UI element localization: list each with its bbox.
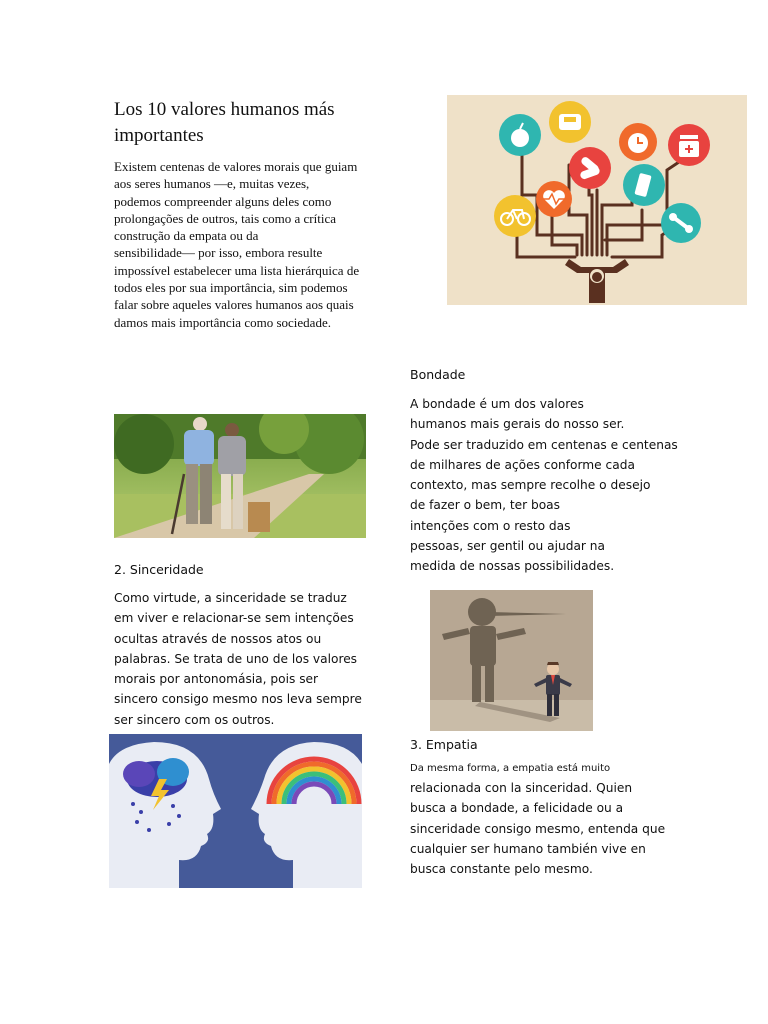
bondade-line: Pode ser traduzido em centenas e centenas — [410, 437, 678, 452]
empatia-line: cualquier ser humano también vive en — [410, 841, 646, 856]
bondade-line: contexto, mas sempre recolhe o desejo — [410, 478, 651, 493]
sinceridade-line: palabras. Se trata de uno de los valores — [114, 651, 358, 666]
intro-paragraph — [114, 158, 404, 331]
bondade-line: humanos mais gerais do nosso ser. — [410, 417, 625, 432]
intro-line: Existem centenas de valores morais que guiam — [114, 159, 358, 174]
bondade-paragraph — [410, 394, 710, 577]
bottle-icon — [623, 164, 665, 206]
bondade-line: de fazer o bem, ter boas — [410, 498, 561, 513]
title-line-1: Los 10 valores humanos más — [114, 99, 335, 120]
empatia-heading: 3. Empatia — [410, 737, 478, 752]
values-tree-illustration — [447, 95, 747, 305]
bondade-line: A bondade é um dos valores — [410, 397, 584, 411]
bondade-section — [410, 367, 710, 577]
pills-icon — [569, 147, 611, 189]
sinceridade-line: Como virtude, a sinceridade se traduz — [114, 591, 347, 605]
sinceridade-line: ser sincero com os outros. — [114, 712, 275, 727]
intro-line: podemos compreender alguns deles como — [114, 193, 332, 209]
pinocchio-shadow-illustration — [430, 590, 593, 731]
intro-section — [114, 97, 404, 331]
sinceridade-section — [114, 562, 394, 730]
empatia-section — [410, 737, 710, 879]
intro-line: todos eles por sua importância, sim podemos — [114, 280, 348, 296]
storm-rainbow-minds-illustration — [109, 734, 362, 888]
bicycle-icon — [494, 195, 536, 237]
empatia-intro-line — [410, 759, 710, 779]
sinceridade-line: em viver e relacionar-se sem intenções — [114, 611, 354, 626]
dumbbell-icon — [661, 203, 701, 243]
intro-line: damos mais importância como sociedade. — [114, 314, 331, 330]
intro-line: impossível estabelecer uma lista hierárquica de — [114, 262, 360, 278]
sinceridade-line: sincero consigo mesmo nos leva sempre — [114, 692, 362, 707]
bondade-line: medida de nossas possibilidades. — [410, 559, 615, 574]
bondade-line: pessoas, ser gentil ou ajudar na — [410, 539, 605, 554]
title-line-2: importantes — [114, 125, 204, 146]
sinceridade-line: ocultas através de nossos atos ou — [114, 631, 322, 646]
empatia-paragraph — [410, 778, 710, 879]
elderly-couple-walking-photo — [114, 414, 366, 538]
sinceridade-line: morais por antonomásia, pois ser — [114, 672, 319, 687]
jar-icon — [668, 124, 710, 166]
apple-icon — [499, 114, 541, 156]
intro-line: prolongações de outros, tais como a crítica — [114, 210, 337, 226]
sinceridade-heading: 2. Sinceridade — [114, 562, 204, 577]
heart-icon — [536, 181, 572, 217]
intro-line: falar sobre aqueles valores humanos aos quais — [114, 297, 354, 313]
clock-icon — [619, 123, 657, 161]
intro-line: sensibilidade— por isso, embora resulte — [114, 245, 323, 261]
bondade-heading: Bondade — [410, 367, 466, 382]
empatia-line: busca a bondade, a felicidade ou a — [410, 801, 624, 816]
bondade-line: de milhares de ações conforme cada — [410, 457, 635, 472]
page-title — [114, 97, 404, 149]
sinceridade-paragraph — [114, 588, 394, 730]
empatia-line: relacionada con la sinceridad. Quien — [410, 781, 633, 795]
intro-line: aos seres humanos —e, muitas vezes, — [114, 176, 310, 192]
scale-icon — [549, 101, 591, 143]
intro-line: construção da empata ou da — [114, 228, 259, 244]
empatia-line: busca constante pelo mesmo. — [410, 862, 593, 877]
empatia-small-line: Da mesma forma, a empatia está muito — [410, 763, 611, 774]
empatia-line: sinceridade consigo mesmo, entenda que — [410, 821, 666, 836]
bondade-line: intenções com o resto das — [410, 518, 571, 533]
